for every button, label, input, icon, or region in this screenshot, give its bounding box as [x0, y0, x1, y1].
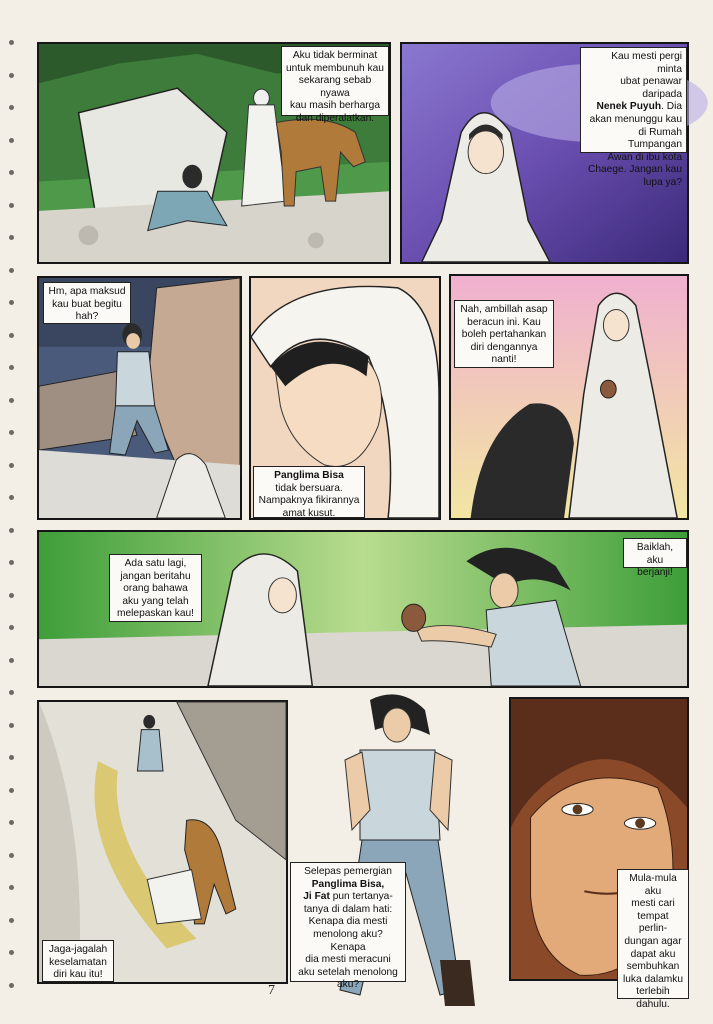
panel-rock-and-horse	[37, 42, 391, 264]
caption-box	[253, 466, 365, 518]
bubble-text-panels-8-bubbles-0-line-1: mesti cari	[631, 898, 675, 910]
bubble-text-panels-7-bubbles-0-after-3: menolong aku? Kenapa	[313, 928, 383, 953]
binder-hole	[9, 820, 14, 825]
binder-hole	[9, 138, 14, 143]
panel-warrior-standing	[268, 690, 508, 1006]
bubble-text-panels-1-bubbles-0-after-1: akan menunggu kau	[589, 113, 682, 125]
bubble-text-panels-5-bubbles-0-line-1: jangan beritahu	[120, 570, 191, 582]
speech-bubble	[109, 554, 202, 622]
bubble-text-panels-2-bubbles-0-line-0: Hm, apa maksud	[48, 286, 126, 297]
bubble-text-panels-0-bubbles-0-line-1: untuk membunuh kau	[286, 62, 384, 74]
speech-bubble	[454, 300, 554, 368]
bubble-text-panels-8-bubbles-0-line-6: luka dalamku	[622, 973, 684, 985]
bubble-text-panels-2-bubbles-0-line-2: hah?	[75, 311, 99, 323]
binder-hole	[9, 105, 14, 110]
bubble-text-panels-5-bubbles-1-line-0: Baiklah,	[636, 542, 674, 553]
bubble-text-panels-3-bubbles-0-line-0: tidak bersuara.	[275, 482, 343, 494]
binder-hole	[9, 495, 14, 500]
binder-hole	[9, 398, 14, 403]
bubble-text-panels-3-bubbles-0-line-1: Nampaknya fikirannya	[258, 495, 360, 507]
bubble-text-panels-6-bubbles-0-line-2: diri kau itu!	[53, 969, 103, 981]
binder-hole	[9, 918, 14, 923]
binder-hole	[9, 983, 14, 988]
bubble-text-panels-4-bubbles-0-line-2: boleh pertahankan	[461, 329, 547, 341]
binder-hole	[9, 170, 14, 175]
bubble-text-panels-5-bubbles-0-line-3: aku yang telah	[122, 595, 189, 607]
bubble-text-panels-5-bubbles-1-line-1: aku berjanji!	[637, 554, 673, 579]
bubble-text-panels-5-bubbles-0-line-2: orang bahawa	[123, 583, 188, 595]
bubble-text-panels-1-bubbles-0-bold: Nenek Puyuh	[596, 101, 662, 113]
bubble-text-panels-1-bubbles-0-bold-line	[585, 101, 682, 114]
binder-hole	[9, 755, 14, 760]
bubble-text-panels-7-bubbles-0-bold2: Ji Fat	[303, 891, 330, 903]
binder-hole	[9, 73, 14, 78]
bubble-text-panels-7-bubbles-0-after-4: dia mesti meracuni	[305, 954, 391, 966]
binder-hole	[9, 203, 14, 208]
bubble-text-panels-1-bubbles-0-line-0: Kau mesti pergi minta	[611, 51, 682, 75]
bubble-text-panels-1-bubbles-0-after-4: Chaege. Jangan kau	[587, 164, 682, 176]
bubble-text-panels-1-bubbles-0-after-2: di Rumah Tumpangan	[628, 126, 682, 151]
bubble-text-panels-4-bubbles-0-line-4: nanti!	[491, 354, 517, 366]
bubble-text-panels-6-bubbles-0-line-1: keselamatan	[49, 956, 107, 968]
bubble-text-panels-6-bubbles-0-line-0: Jaga-jagalah	[48, 944, 108, 955]
binder-hole	[9, 463, 14, 468]
speech-bubble	[42, 940, 114, 982]
bubble-text-panels-7-bubbles-0-bold2-line	[295, 891, 401, 904]
bubble-text-panels-7-bubbles-0-bold: Panglima Bisa,	[311, 878, 385, 890]
bubble-text-panels-5-bubbles-0-line-0: Ada satu lagi,	[124, 558, 187, 569]
bubble-text-panels-1-bubbles-0-after-0: . Dia	[661, 101, 682, 113]
bubble-text-panels-3-bubbles-0-line-2: amat kusut.	[282, 507, 336, 519]
bubble-text-panels-8-bubbles-0-line-2: tempat perlin-	[637, 910, 669, 935]
panel-hooded-closeup	[249, 276, 441, 520]
binder-hole	[9, 625, 14, 630]
speech-bubble	[580, 47, 687, 188]
bubble-text-panels-7-bubbles-0-after-2: Kenapa dia mesti	[308, 916, 388, 928]
binder-hole	[9, 300, 14, 305]
bubble-text-panels-8-bubbles-0-line-5: sembuhkan	[626, 961, 680, 973]
binder-hole	[9, 658, 14, 663]
caption-box	[290, 862, 406, 991]
bubble-text-panels-4-bubbles-0-line-0: Nah, ambillah asap	[460, 304, 548, 315]
binder-hole	[9, 365, 14, 370]
panel-exchange	[37, 530, 689, 688]
bubble-text-panels-0-bubbles-0-line-4: dan diperalatkan.	[295, 112, 375, 124]
bubble-text-panels-4-bubbles-0-line-1: beracun ini. Kau	[467, 316, 541, 328]
bubble-text-panels-1-bubbles-0-after-3: Awan di ibu kota	[607, 151, 682, 163]
binder-hole	[9, 528, 14, 533]
bubble-text-panels-1-bubbles-0-line-1: ubat penawar daripada	[620, 76, 682, 100]
bubble-text-panels-0-bubbles-0-line-3: kau masih berharga	[289, 100, 381, 112]
bubble-text-panels-7-bubbles-0-after-5: aku setelah menolong	[298, 966, 398, 978]
bubble-text-panels-4-bubbles-0-line-3: diri dengannya	[470, 341, 538, 353]
panel-woman-with-pouch	[449, 274, 689, 520]
binder-hole	[9, 333, 14, 338]
panel-face-closeup	[509, 697, 689, 1010]
bubble-text-panels-8-bubbles-0-line-0: Mula-mula aku	[629, 873, 677, 897]
binder-hole	[9, 853, 14, 858]
bubble-text-panels-0-bubbles-0-line-2: sekarang sebab nyawa	[298, 75, 372, 99]
bubble-text-panels-5-bubbles-0-line-4: melepaskan kau!	[116, 608, 195, 620]
binder-hole	[9, 235, 14, 240]
bubble-text-panels-8-bubbles-0-line-3: dungan agar	[624, 935, 682, 947]
bubble-text-panels-1-bubbles-0-after-5: lupa ya?	[643, 176, 682, 188]
bubble-text-panels-7-bubbles-0-after-1: tanya di dalam hati:	[303, 903, 393, 915]
binder-hole	[9, 430, 14, 435]
binder-hole	[9, 560, 14, 565]
caption-box	[617, 869, 689, 1010]
bubble-text-panels-7-bubbles-0-after-6: aku?	[336, 979, 360, 991]
speech-bubble	[281, 46, 389, 124]
binder-hole	[9, 885, 14, 890]
binder-hole	[9, 268, 14, 273]
bubble-text-panels-8-bubbles-0-line-4: dapat aku	[630, 948, 676, 960]
binder-hole	[9, 690, 14, 695]
bubble-text-panels-7-bubbles-0-line-0: Selepas pemergian	[304, 866, 392, 877]
bubble-text-panels-2-bubbles-0-line-1: kau buat begitu	[52, 298, 122, 310]
binder-hole	[9, 788, 14, 793]
binder-hole	[9, 593, 14, 598]
panel-hooded-woman-purple	[400, 42, 689, 264]
bubble-text-panels-3-bubbles-0-bold: Panglima Bisa	[274, 470, 344, 481]
panel-riding-away	[37, 700, 288, 984]
bubble-text-panels-7-bubbles-0-after-0: pun tertanya-	[329, 891, 393, 903]
page-number: 7	[268, 983, 275, 998]
speech-bubble	[623, 538, 687, 579]
binder-hole	[9, 950, 14, 955]
binder-hole	[9, 40, 14, 45]
speech-bubble	[43, 282, 131, 324]
bubble-text-panels-8-bubbles-0-line-8: dahulu.	[636, 998, 670, 1010]
binder-hole	[9, 723, 14, 728]
panel-warrior-cliff	[37, 276, 242, 520]
bubble-text-panels-0-bubbles-0-line-0: Aku tidak berminat	[292, 50, 378, 61]
bubble-text-panels-8-bubbles-0-line-7: terlebih	[636, 986, 670, 998]
